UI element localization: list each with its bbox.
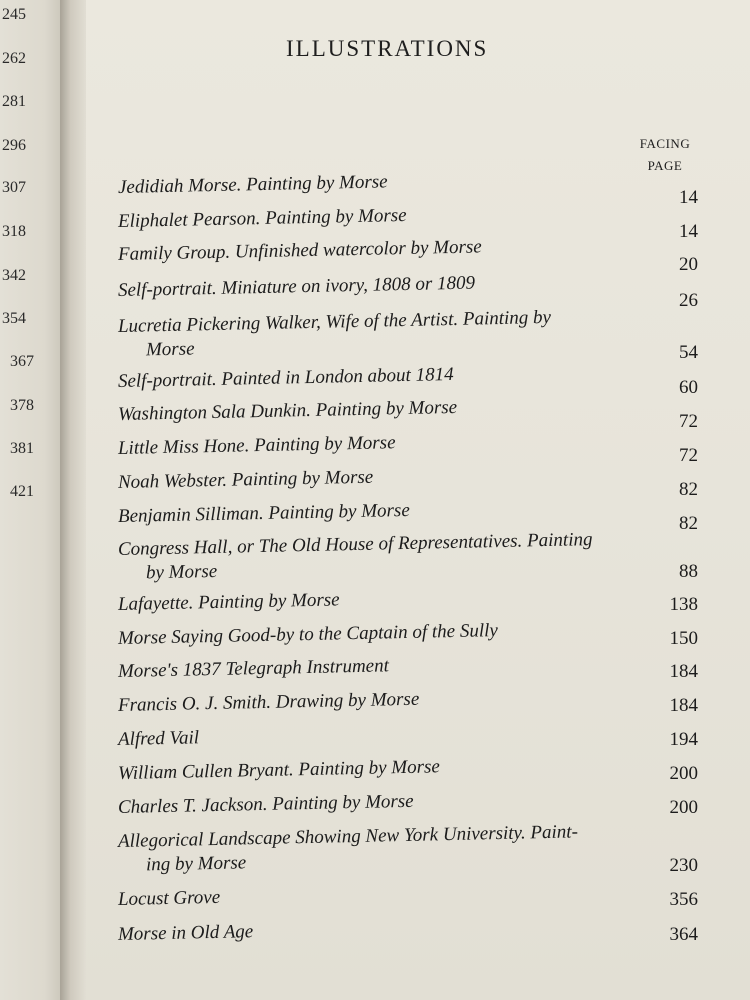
illustration-title: Morse Saying Good-by to the Captain of the Sully xyxy=(117,620,499,649)
illustration-title: Locust Grove xyxy=(117,886,221,910)
facing-page-number: 82 xyxy=(679,513,698,534)
illustration-entry xyxy=(117,529,738,584)
facing-page-number: 184 xyxy=(669,661,698,682)
illustration-entry xyxy=(117,655,738,684)
illustration-title-continued: Morse xyxy=(145,338,195,361)
illustration-title: William Cullen Bryant. Painting by Morse xyxy=(117,756,441,784)
illustration-entry xyxy=(117,589,738,617)
facing-page-number: 356 xyxy=(669,889,698,910)
illustration-entry xyxy=(118,923,738,947)
illustration-title-continued: ing by Morse xyxy=(145,852,247,876)
page-title: ILLUSTRATIONS xyxy=(286,36,489,61)
illustration-title: Little Miss Hone. Painting by Morse xyxy=(117,432,396,459)
illustration-entry xyxy=(118,888,738,912)
illustration-title: Jedidiah Morse. Painting by Morse xyxy=(117,171,388,198)
illustration-title: Morse's 1837 Telegraph Instrument xyxy=(117,655,390,682)
previous-page-number: 318 xyxy=(2,223,26,240)
facing-page-number: 14 xyxy=(679,187,698,208)
previous-page-number: 262 xyxy=(2,50,26,67)
illustration-entry xyxy=(117,688,738,718)
previous-page-number: 296 xyxy=(2,137,26,154)
facing-page-number: 72 xyxy=(679,411,698,432)
facing-page-number: 14 xyxy=(679,221,698,242)
facing-page-number: 54 xyxy=(679,342,698,363)
previous-page-number: 245 xyxy=(2,6,26,23)
column-header-page: PAGE xyxy=(647,158,683,173)
illustration-entry xyxy=(117,466,738,502)
illustration-title: Self-portrait. Miniature on ivory, 1808 or 1809 xyxy=(117,272,476,301)
illustration-title: Benjamin Silliman. Painting by Morse xyxy=(117,499,410,527)
previous-page-number: 421 xyxy=(10,483,34,500)
illustration-title: Charles T. Jackson. Painting by Morse xyxy=(117,790,414,818)
facing-page-number: 230 xyxy=(669,855,698,876)
illustration-title: Washington Sala Dunkin. Painting by Morse xyxy=(117,396,458,425)
facing-page-number: 82 xyxy=(679,479,698,500)
illustration-title: Morse in Old Age xyxy=(117,921,254,945)
facing-page-number: 60 xyxy=(679,377,698,398)
illustration-entry xyxy=(117,821,738,878)
facing-page-number: 184 xyxy=(669,695,698,716)
facing-page-number: 150 xyxy=(669,628,698,649)
illustration-title: Family Group. Unfinished watercolor by Morse xyxy=(117,236,482,265)
illustration-title: Francis O. J. Smith. Drawing by Morse xyxy=(117,688,420,716)
previous-page-number: 381 xyxy=(10,440,34,457)
previous-page-number: 367 xyxy=(10,353,34,370)
facing-page-number: 200 xyxy=(669,797,698,818)
previous-page-number: 354 xyxy=(2,310,26,327)
illustrations-page xyxy=(86,0,750,1000)
facing-page-number: 26 xyxy=(679,290,698,311)
illustration-title-continued: by Morse xyxy=(145,560,218,584)
column-header-facing: FACING xyxy=(639,136,691,151)
facing-page-number: 88 xyxy=(679,561,698,582)
previous-page-number: 342 xyxy=(2,267,26,284)
facing-page-number: 194 xyxy=(669,729,698,750)
previous-page-number: 378 xyxy=(10,397,34,414)
previous-page-number: 307 xyxy=(2,179,26,196)
illustration-title: Noah Webster. Painting by Morse xyxy=(117,466,374,493)
illustration-title: Alfred Vail xyxy=(117,727,200,750)
illustration-entry xyxy=(117,620,738,651)
illustration-entry xyxy=(117,756,738,786)
facing-page-number: 138 xyxy=(669,594,698,615)
illustration-title: Eliphalet Pearson. Painting by Morse xyxy=(117,204,407,232)
illustration-title: Congress Hall, or The Old House of Representatives. Painting xyxy=(117,529,593,560)
previous-page-edge xyxy=(0,0,64,1000)
illustration-entry xyxy=(117,396,738,434)
previous-page-number: 281 xyxy=(2,93,26,110)
illustration-entry xyxy=(117,306,738,365)
facing-page-number: 364 xyxy=(669,924,698,945)
illustration-title: Lafayette. Painting by Morse xyxy=(117,589,340,615)
facing-page-number: 20 xyxy=(679,254,698,275)
illustration-entry xyxy=(117,432,738,468)
illustration-title: Self-portrait. Painted in London about 1814 xyxy=(117,363,454,392)
facing-page-number: 72 xyxy=(679,445,698,466)
illustration-entry xyxy=(117,790,738,820)
illustration-entry xyxy=(118,728,738,752)
illustration-title: Lucretia Pickering Walker, Wife of the Artist. Painting by xyxy=(117,306,552,337)
facing-page-number: 200 xyxy=(669,763,698,784)
illustration-title: Allegorical Landscape Showing New York University. Paint- xyxy=(117,821,579,852)
